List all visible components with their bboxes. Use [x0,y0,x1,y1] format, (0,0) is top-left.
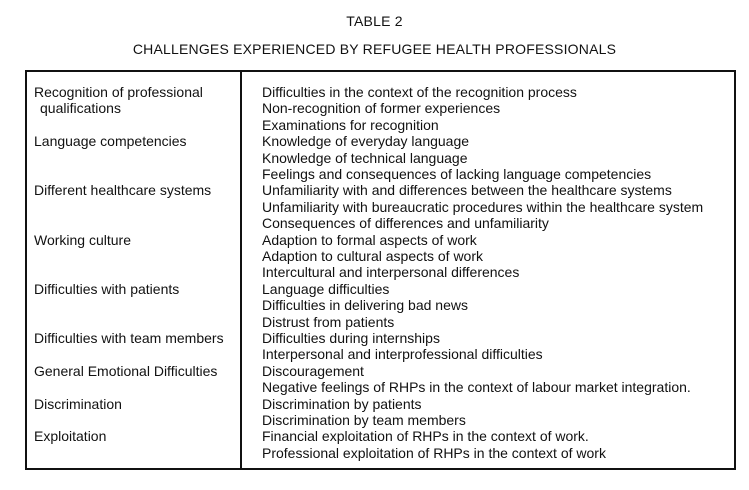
challenges-cell [262,281,468,330]
challenge-item: Examinations for recognition [262,116,439,133]
challenges-cell [262,133,651,182]
challenge-item: Language difficulties [262,280,390,297]
challenge-item: Non-recognition of former experiences [262,100,501,117]
challenge-item: Intercultural and interpersonal differences [262,264,520,281]
category-cell [34,84,203,117]
category-cell [34,133,187,149]
challenge-item: Interpersonal and interprofessional difficulties [262,346,543,363]
category-cell [34,330,224,346]
challenge-item: Consequences of differences and unfamiliarity [262,215,549,232]
challenges-cell [262,330,543,363]
category-text: Working culture [34,231,132,248]
category-text: Difficulties with team members [34,330,224,346]
challenge-item: Difficulties during internships [262,330,440,346]
challenges-cell [262,182,703,231]
category-cell [34,281,179,297]
challenge-item: Discouragement [262,362,364,379]
challenge-item: Knowledge of technical language [262,149,468,166]
category-cell [34,363,217,379]
challenge-item: Discrimination by patients [262,395,422,412]
category-cell [34,182,211,198]
challenges-table [25,70,736,470]
category-text: Different healthcare systems [34,182,212,199]
category-text: Exploitation [34,428,107,445]
challenges-cell [262,428,606,461]
table-title: CHALLENGES EXPERIENCED BY REFUGEE HEALTH PROFESSIONALS [132,41,617,57]
challenge-item: Professional exploitation of RHPs in the context of work [262,444,606,461]
challenges-cell [262,396,466,429]
category-cell [34,428,106,444]
challenge-item: Discrimination by team members [262,412,466,428]
challenges-cell [262,84,577,133]
challenge-item: Feelings and consequences of lacking language competencies [262,166,652,182]
category-text: Language competencies [34,133,187,150]
category-text: Difficulties with patients [34,280,180,297]
challenge-item: Unfamiliarity with and differences between the healthcare systems [262,182,672,199]
challenge-item: Negative feelings of RHPs in the context of labour market integration. [262,379,691,396]
challenge-item: Financial exploitation of RHPs in the context of work. [262,428,589,445]
challenge-item: Adaption to formal aspects of work [262,231,477,248]
column-divider [240,72,242,468]
table-label: TABLE 2 [346,13,403,29]
category-text: Discrimination [34,395,122,412]
category-cell [34,396,122,412]
category-cell [34,232,131,248]
challenge-item: Knowledge of everyday language [262,133,470,150]
challenges-cell [262,232,519,281]
challenge-item: Difficulties in the context of the recognition process [262,84,577,100]
category-text: General Emotional Difficulties [34,362,218,379]
challenge-item: Difficulties in delivering bad news [262,297,468,314]
category-text: qualifications [40,100,121,117]
challenge-item: Unfamiliarity with bureaucratic procedures within the healthcare system [262,198,704,215]
category-text: Recognition of professional [34,84,203,100]
challenge-item: Distrust from patients [262,313,395,330]
challenge-item: Adaption to cultural aspects of work [262,248,484,264]
challenges-cell [262,363,691,396]
